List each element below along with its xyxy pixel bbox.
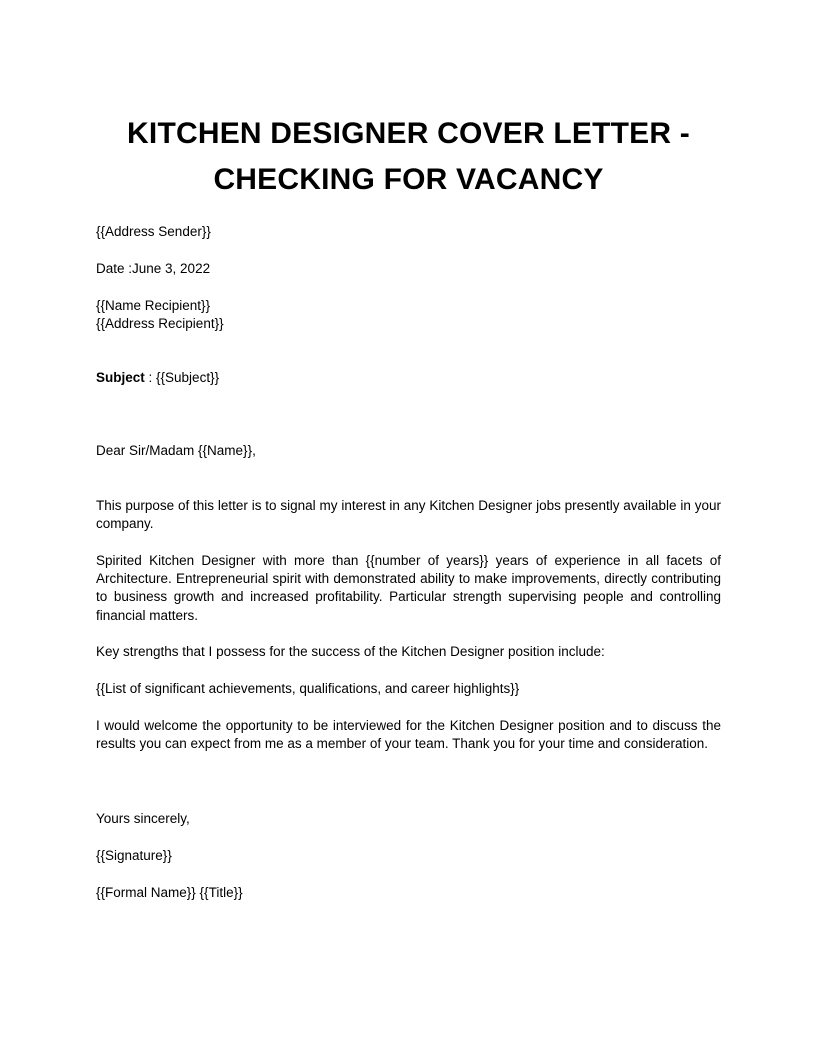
paragraph-achievements: {{List of significant achievements, qualifications, and career highlights}} xyxy=(96,681,520,696)
page-title xyxy=(96,111,721,203)
address-sender: {{Address Sender}} xyxy=(96,224,211,239)
address-recipient: {{Address Recipient}} xyxy=(96,316,224,331)
name-recipient: {{Name Recipient}} xyxy=(96,298,211,313)
subject-label: Subject xyxy=(96,370,145,385)
title-line-2: CHECKING FOR VACANCY xyxy=(213,163,604,196)
subject-value: : {{Subject}} xyxy=(144,370,220,385)
paragraph-interest: This purpose of this letter is to signal my interest in any Kitchen Designer jobs presently available in your company. xyxy=(96,498,721,532)
letter-date: Date :June 3, 2022 xyxy=(96,261,211,276)
title-line-1: KITCHEN DESIGNER COVER LETTER - xyxy=(127,117,690,150)
closing: Yours sincerely, xyxy=(96,811,190,826)
paragraph-interview: I would welcome the opportunity to be interviewed for the Kitchen Designer position and to discuss the results you can expect from me as a member of your team. Thank you for your time and consideration. xyxy=(96,718,721,752)
paragraph-experience: Spirited Kitchen Designer with more than {{number of years}} years of experience in all facets of Architecture. Entrepreneurial spirit with demonstrated ability to make improvements, directly contributing to business growth and increased profitability. Particular strength supervising people and controlling financial matters. xyxy=(96,553,721,623)
subject-line xyxy=(96,369,219,387)
signature: {{Signature}} xyxy=(96,848,172,863)
salutation: Dear Sir/Madam {{Name}}, xyxy=(96,443,256,458)
formal-name-title: {{Formal Name}} {{Title}} xyxy=(96,885,243,900)
paragraph-key-strengths: Key strengths that I possess for the success of the Kitchen Designer position include: xyxy=(96,644,605,659)
